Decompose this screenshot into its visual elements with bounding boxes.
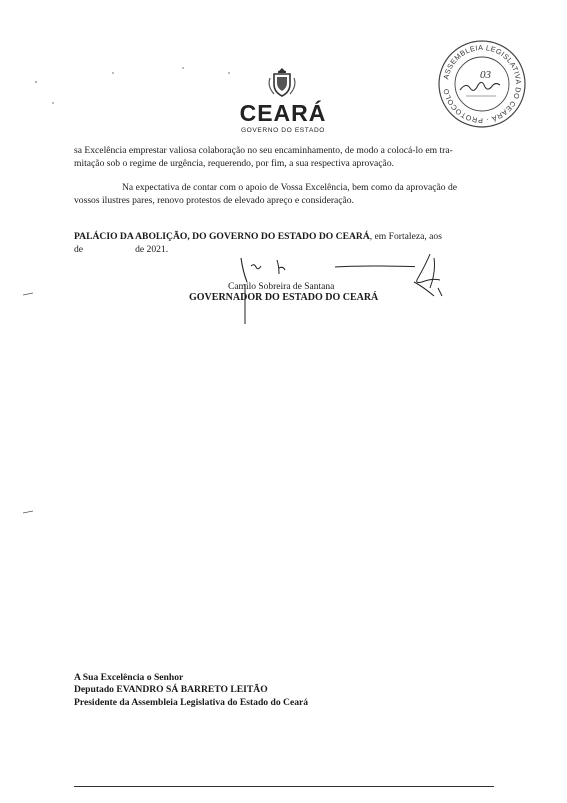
stamp-number: 03	[480, 69, 491, 81]
rubric-initials	[408, 252, 448, 300]
svg-text:ASSEMBLEIA LEGISLATIVA DO CEAR	[441, 43, 523, 125]
date-month-prefix: de	[74, 243, 84, 255]
closing-location: , em Fortaleza, aos	[369, 231, 442, 242]
brand-subtitle: GOVERNO DO ESTADO	[240, 127, 326, 134]
paragraph-closing-remarks	[74, 182, 494, 207]
signer-title: GOVERNADOR DO ESTADO DO CEARÁ	[189, 292, 379, 303]
paragraph-line: sa Excelência emprestar valiosa colaboração no seu encaminhamento, de modo a colocá-lo em tra-	[74, 145, 453, 156]
footer-divider	[74, 786, 494, 787]
stamp-signature	[460, 82, 500, 90]
coat-of-arms-icon	[248, 66, 316, 100]
paragraph-line: Na expectativa de contar com o apoio de Vossa Excelência, bem como da aprovação de	[122, 182, 458, 193]
recipient-role: Presidente da Assembleia Legislativa do Estado do Ceará	[74, 696, 309, 708]
recipient-address	[74, 672, 308, 709]
recipient-name: Deputado EVANDRO SÁ BARRETO LEITÃO	[74, 684, 268, 696]
protocol-stamp	[436, 38, 528, 130]
palace-name: PALÁCIO DA ABOLIÇÃO, DO GOVERNO DO ESTADO DO CEARÁ	[74, 231, 370, 242]
paragraph-line: mitação sob o regime de urgência, requerendo, por fim, a sua respectiva aprovação.	[74, 157, 395, 169]
recipient-salutation: A Sua Excelência o Senhor	[74, 672, 184, 683]
paragraph-line: vossos ilustres pares, renovo protestos de elevado apreço e consideração.	[74, 194, 354, 206]
paragraph-urgency	[74, 145, 494, 170]
signer-name: Camilo Sobreira de Santana	[228, 282, 335, 292]
brand-wordmark: CEARÁ	[239, 100, 327, 126]
date-year: de 2021.	[135, 243, 169, 255]
stamp-ring-text: ASSEMBLEIA LEGISLATIVA DO CEARÁ · PROTOCOLO	[441, 42, 524, 126]
